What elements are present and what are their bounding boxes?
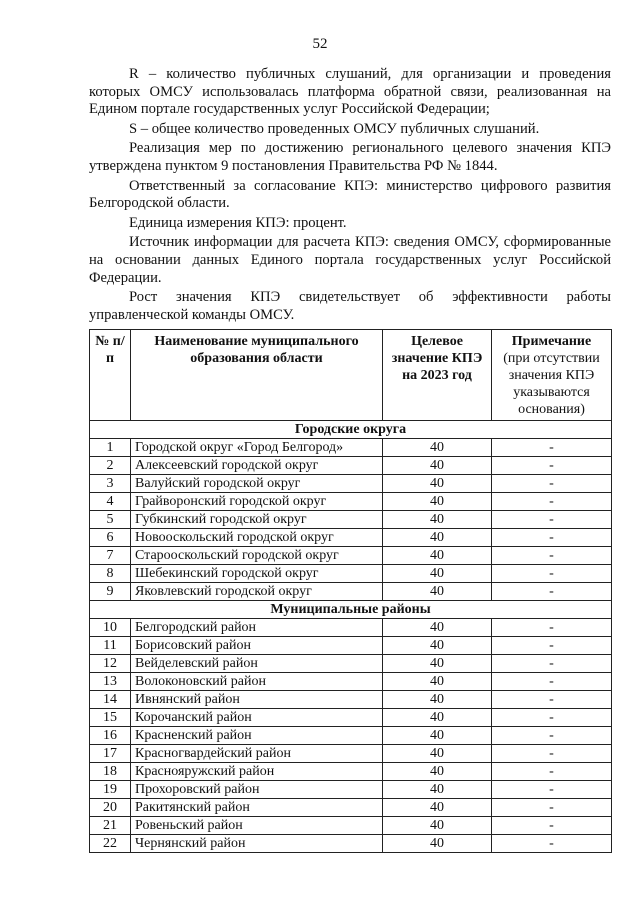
header-note-title: Примечание [511,334,592,349]
row-note: - [492,457,612,475]
row-name: Яковлевский городской округ [131,583,383,601]
table-row [90,709,612,727]
row-name: Чернянский район [131,835,383,853]
row-number: 21 [90,817,131,835]
page-number: 52 [312,36,328,52]
paragraph: S – общее количество проведенных ОМСУ публичных слушаний. [129,120,540,137]
row-target-value: 40 [383,799,492,817]
row-name: Краснояружский район [131,763,383,781]
row-number: 20 [90,799,131,817]
row-name: Белгородский район [131,619,383,637]
paragraph: Рост значения КПЭ свидетельствует об эффективности работы управленческой команды ОМСУ. [89,289,611,323]
row-number: 17 [90,745,131,763]
table-row [90,511,612,529]
row-number: 13 [90,673,131,691]
row-name: Ивнянский район [131,691,383,709]
row-target-value: 40 [383,583,492,601]
row-number: 11 [90,637,131,655]
row-number: 10 [90,619,131,637]
table-row [90,799,612,817]
row-note: - [492,745,612,763]
row-number: 8 [90,565,131,583]
row-target-value: 40 [383,457,492,475]
row-note: - [492,709,612,727]
row-note: - [492,727,612,745]
table-row [90,655,612,673]
kpe-table [89,329,612,853]
header-note-sub: (при отсутствии значения КПЭ указываются основания) [503,351,600,417]
row-note: - [492,529,612,547]
header-num: № п/п [90,330,131,421]
row-name: Борисовский район [131,637,383,655]
row-note: - [492,673,612,691]
row-number: 15 [90,709,131,727]
row-number: 2 [90,457,131,475]
row-note: - [492,511,612,529]
row-target-value: 40 [383,763,492,781]
table-row [90,529,612,547]
row-name: Волоконовский район [131,673,383,691]
row-name: Городской округ «Город Белгород» [131,439,383,457]
paragraph: R – количество публичных слушаний, для организации и проведения которых ОМСУ использовалась платформа обратной связи, реализованная на Едином портале государственных услуг Российской Федерации; [89,66,611,118]
row-note: - [492,475,612,493]
row-target-value: 40 [383,727,492,745]
row-target-value: 40 [383,475,492,493]
row-target-value: 40 [383,745,492,763]
row-note: - [492,493,612,511]
row-note: - [492,619,612,637]
row-target-value: 40 [383,439,492,457]
row-number: 6 [90,529,131,547]
row-target-value: 40 [383,547,492,565]
row-name: Алексеевский городской округ [131,457,383,475]
row-note: - [492,691,612,709]
row-target-value: 40 [383,637,492,655]
row-number: 16 [90,727,131,745]
row-name: Ровеньский район [131,817,383,835]
table-row [90,691,612,709]
table-row [90,619,612,637]
row-target-value: 40 [383,619,492,637]
table-header-row [90,330,612,421]
row-note: - [492,565,612,583]
row-name: Ракитянский район [131,799,383,817]
row-number: 22 [90,835,131,853]
row-number: 4 [90,493,131,511]
row-name: Корочанский район [131,709,383,727]
section-row [90,601,612,619]
row-name: Красненский район [131,727,383,745]
table-row [90,475,612,493]
row-name: Грайворонский городской округ [131,493,383,511]
section-title: Городские округа [90,421,612,439]
row-name: Вейделевский район [131,655,383,673]
table-row [90,835,612,853]
row-number: 1 [90,439,131,457]
section-title: Муниципальные районы [90,601,612,619]
row-target-value: 40 [383,511,492,529]
table-row [90,493,612,511]
section-row [90,421,612,439]
row-name: Старооскольский городской округ [131,547,383,565]
table-row [90,745,612,763]
table-row [90,547,612,565]
row-note: - [492,817,612,835]
table-row [90,457,612,475]
row-number: 14 [90,691,131,709]
row-target-value: 40 [383,835,492,853]
row-number: 9 [90,583,131,601]
paragraph: Единица измерения КПЭ: процент. [129,214,347,231]
table-row [90,781,612,799]
row-name: Шебекинский городской округ [131,565,383,583]
row-note: - [492,781,612,799]
row-target-value: 40 [383,493,492,511]
row-target-value: 40 [383,709,492,727]
table-row [90,673,612,691]
table-body [90,421,612,853]
row-target-value: 40 [383,781,492,799]
row-target-value: 40 [383,673,492,691]
row-target-value: 40 [383,817,492,835]
header-name: Наименование муниципального образования области [131,330,383,421]
table-row [90,637,612,655]
row-note: - [492,799,612,817]
row-target-value: 40 [383,529,492,547]
row-number: 12 [90,655,131,673]
body-text [89,66,611,324]
row-name: Прохоровский район [131,781,383,799]
row-number: 19 [90,781,131,799]
table-row [90,583,612,601]
row-number: 18 [90,763,131,781]
row-number: 7 [90,547,131,565]
paragraph: Реализация мер по достижению регионального целевого значения КПЭ утверждена пунктом 9 постановления Правительства РФ № 1844. [89,140,611,174]
row-number: 3 [90,475,131,493]
row-name: Красногвардейский район [131,745,383,763]
table-row [90,763,612,781]
row-target-value: 40 [383,655,492,673]
table-row [90,565,612,583]
row-name: Валуйский городской округ [131,475,383,493]
row-target-value: 40 [383,691,492,709]
row-name: Новооскольский городской округ [131,529,383,547]
row-number: 5 [90,511,131,529]
header-note [492,330,612,421]
row-target-value: 40 [383,565,492,583]
row-note: - [492,547,612,565]
table-row [90,727,612,745]
table-row [90,439,612,457]
header-target: Целевое значение КПЭ на 2023 год [383,330,492,421]
row-note: - [492,655,612,673]
row-note: - [492,835,612,853]
row-note: - [492,637,612,655]
table-row [90,817,612,835]
row-note: - [492,439,612,457]
row-note: - [492,763,612,781]
paragraph: Источник информации для расчета КПЭ: сведения ОМСУ, сформированные на основании данных Единого портала государственных услуг Российской Федерации. [89,234,611,286]
row-name: Губкинский городской округ [131,511,383,529]
row-note: - [492,583,612,601]
paragraph: Ответственный за согласование КПЭ: министерство цифрового развития Белгородской области. [89,177,611,212]
